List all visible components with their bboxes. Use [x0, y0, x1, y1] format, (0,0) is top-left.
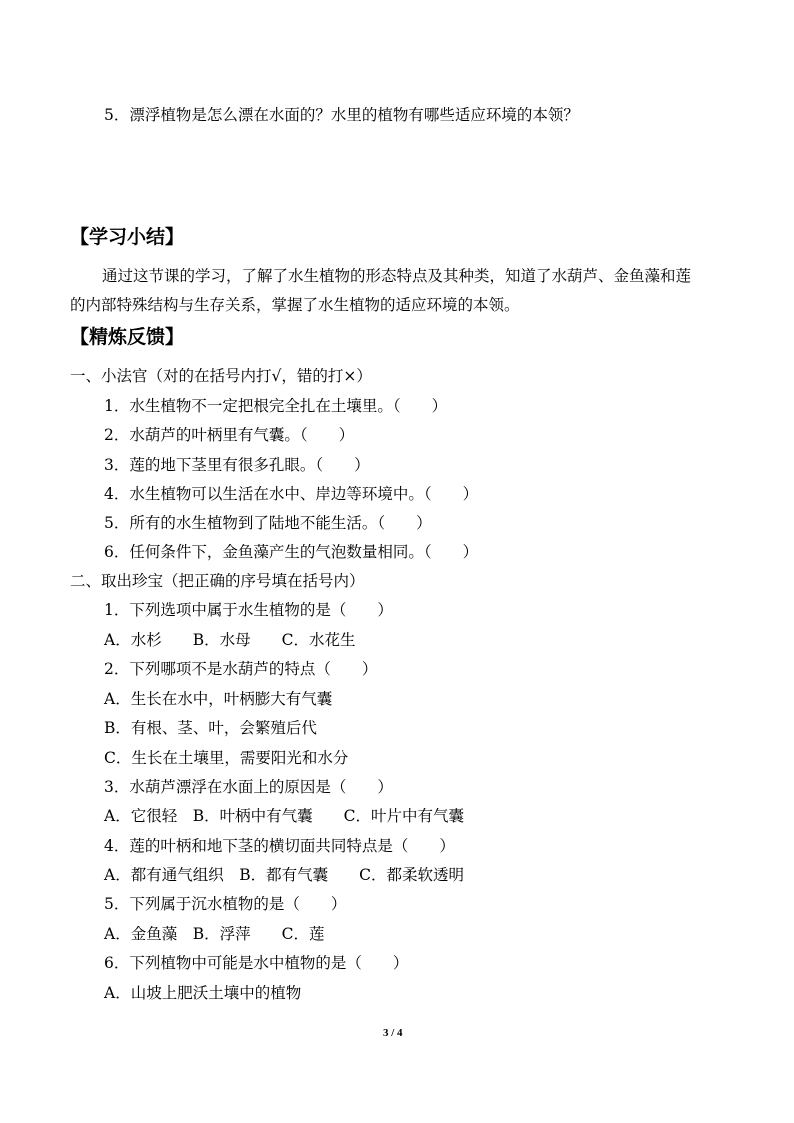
part-2-option: A．生长在水中，叶柄膨大有气囊 — [104, 690, 333, 708]
question-5: 5．漂浮植物是怎么漂在水面的？水里的植物有哪些适应环境的本领？ — [104, 106, 579, 124]
part-2-title: 二、取出珍宝（把正确的序号填在括号内） — [70, 572, 365, 590]
part-1-item: 4．水生植物可以生活在水中、岸边等环境中。（ ） — [104, 485, 479, 503]
summary-paragraph-line-1: 通过这节课的学习，了解了水生植物的形态特点及其种类，知道了水葫芦、金鱼藻和莲 — [102, 267, 692, 285]
part-2-options: A．水杉 B．水母 C．水花生 — [104, 631, 356, 649]
part-2-question: 2．下列哪项不是水葫芦的特点（ ） — [104, 660, 378, 678]
part-1-item: 5．所有的水生植物到了陆地不能生活。（ ） — [104, 514, 432, 532]
part-1-item: 1．水生植物不一定把根完全扎在土壤里。（ ） — [104, 397, 448, 415]
part-2-options: A．它很轻 B．叶柄中有气囊 C．叶片中有气囊 — [104, 807, 464, 825]
part-1-item: 3．莲的地下茎里有很多孔眼。（ ） — [104, 456, 370, 474]
part-2-option: C．生长在土壤里，需要阳光和水分 — [104, 749, 349, 767]
part-2-question: 6．下列植物中可能是水中植物的是（ ） — [104, 954, 409, 972]
practice-heading: 【精炼反馈】 — [70, 326, 185, 348]
summary-paragraph-line-2: 的内部特殊结构与生存关系，掌握了水生植物的适应环境的本领。 — [70, 296, 520, 314]
part-1-item: 6．任何条件下，金鱼藻产生的气泡数量相同。（ ） — [104, 543, 479, 561]
page-number: 3 / 4 — [383, 1027, 403, 1039]
summary-heading: 【学习小结】 — [70, 226, 185, 248]
part-2-options: A．金鱼藻 B．浮萍 C．莲 — [104, 925, 325, 943]
part-2-question: 3．水葫芦漂浮在水面上的原因是（ ） — [104, 778, 393, 796]
part-2-options: A．都有通气组织 B．都有气囊 C．都柔软透明 — [104, 866, 464, 884]
part-1-item: 2．水葫芦的叶柄里有气囊。（ ） — [104, 426, 355, 444]
part-2-question: 1．下列选项中属于水生植物的是（ ） — [104, 601, 393, 619]
part-2-question: 4．莲的叶柄和地下茎的横切面共同特点是（ ） — [104, 837, 455, 855]
part-2-option: A．山坡上肥沃土壤中的植物 — [104, 984, 302, 1002]
part-1-title: 一、小法官（对的在括号内打√，错的打×） — [70, 367, 372, 385]
part-2-question: 5．下列属于沉水植物的是（ ） — [104, 895, 347, 913]
part-2-option: B．有根、茎、叶，会繁殖后代 — [104, 719, 317, 737]
